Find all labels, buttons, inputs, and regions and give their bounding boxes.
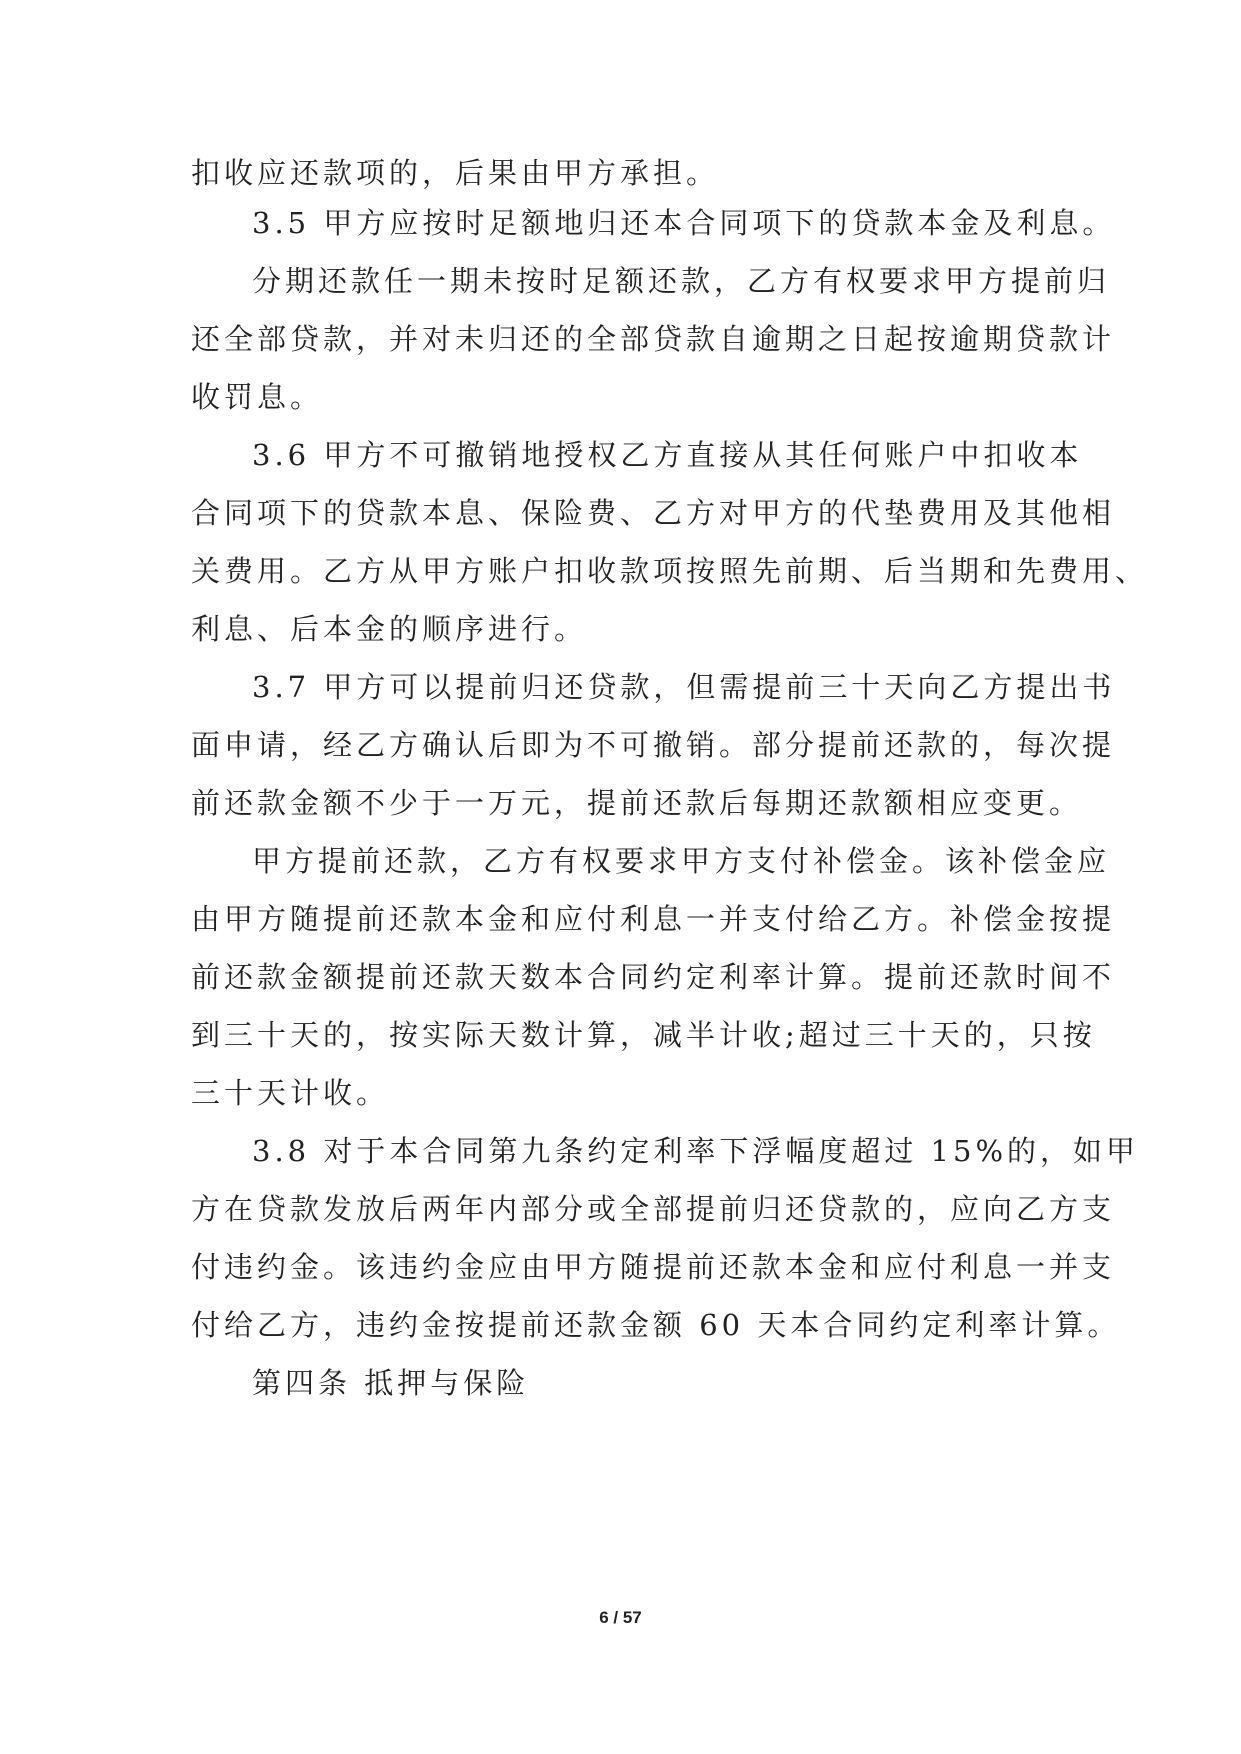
body-text-line: 关费用。乙方从甲方账户扣收款项按照先前期、后当期和先费用、 [191,554,1149,588]
body-text-line: 到三十天的，按实际天数计算，减半计收;超过三十天的，只按 [191,1018,1096,1052]
section-3-8-line: 3.8 对于本合同第九条约定利率下浮幅度超过 15%的，如甲 [252,1134,1140,1168]
body-text-line: 还全部贷款，并对未归还的全部贷款自逾期之日起按逾期贷款计 [191,322,1116,356]
article-4-heading: 第四条 抵押与保险 [252,1366,530,1400]
body-text-line: 甲方提前还款，乙方有权要求甲方支付补偿金。该补偿金应 [252,844,1111,878]
body-text-line: 利息、后本金的顺序进行。 [191,612,588,646]
body-text-line: 分期还款任一期未按时足额还款，乙方有权要求甲方提前归 [252,264,1111,298]
page-number: 6 / 57 [599,1608,642,1627]
body-text-line: 由甲方随提前还款本金和应付利息一并支付给乙方。补偿金按提 [191,902,1116,936]
body-text-line: 合同项下的贷款本息、保险费、乙方对甲方的代垫费用及其他相 [191,496,1116,530]
body-text-line: 三十天计收。 [191,1076,390,1110]
body-text-line: 前还款金额提前还款天数本合同约定利率计算。提前还款时间不 [191,960,1116,994]
body-text-line: 面申请，经乙方确认后即为不可撤销。部分提前还款的，每次提 [191,728,1116,762]
section-3-6-line: 3.6 甲方不可撤销地授权乙方直接从其任何账户中扣收本 [252,438,1083,472]
body-text-line: 前还款金额不少于一万元，提前还款后每期还款额相应变更。 [191,786,1083,820]
section-3-7-line: 3.7 甲方可以提前归还贷款，但需提前三十天向乙方提出书 [252,670,1116,704]
body-text-line: 收罚息。 [191,380,324,414]
body-text-line: 付违约金。该违约金应由甲方随提前还款本金和应付利息一并支 [191,1250,1116,1284]
section-3-5-line: 3.5 甲方应按时足额地归还本合同项下的贷款本金及利息。 [252,206,1116,240]
body-text-line: 付给乙方，违约金按提前还款金额 60 天本合同约定利率计算。 [191,1308,1121,1342]
body-text-line: 方在贷款发放后两年内部分或全部提前归还贷款的，应向乙方支 [191,1192,1116,1226]
body-text-line: 扣收应还款项的，后果由甲方承担。 [191,156,720,190]
